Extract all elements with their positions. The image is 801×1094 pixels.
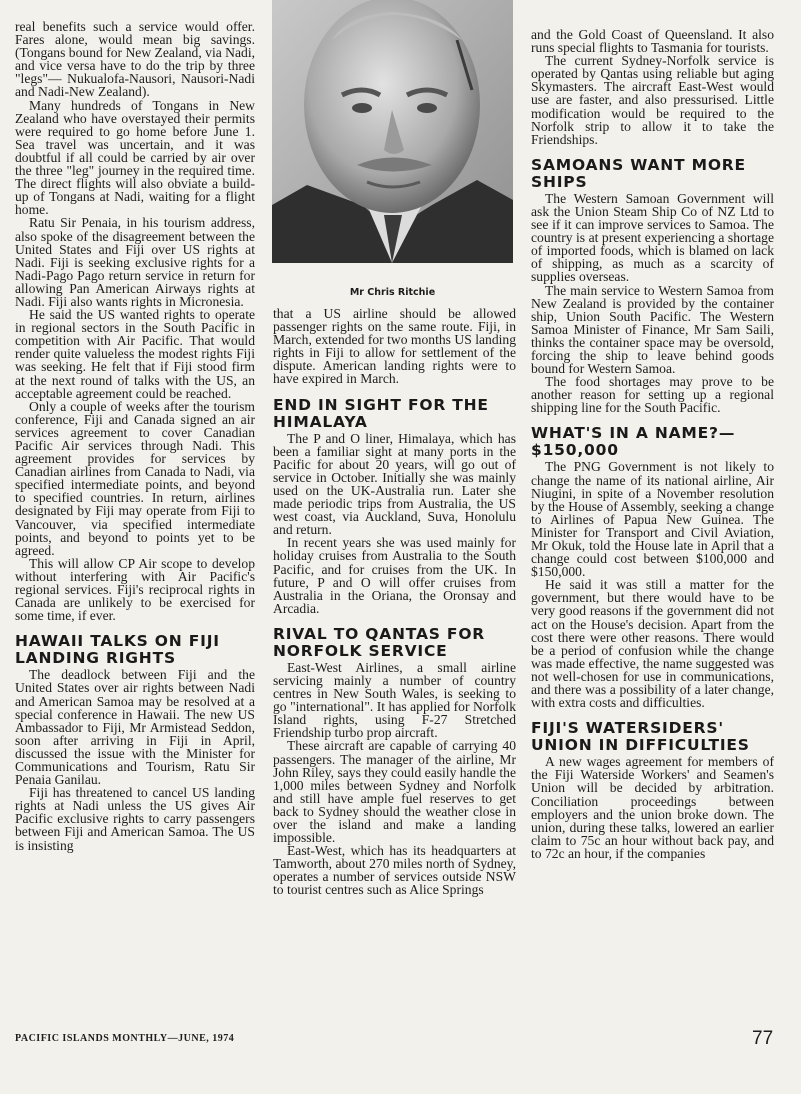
headline-fiji-watersiders: FIJI'S WATERSIDERS' UNION IN DIFFICULTIES xyxy=(531,719,750,755)
paragraph: In recent years she was used mainly for holiday cruises from Australia to the South Pacific, and for cruises from the UK. In future, P and O will offer cruises from Australia in the Oriana, the Oronsay and Arcadia. xyxy=(273,535,516,616)
paragraph: The main service to Western Samoa from New Zealand is provided by the container ship, Union South Pacific. The Western Samoa Minister of Finance, Mr Sam Saili, thinks the container space may be oversold, forcing the ship to leave behind goods bound for Western Samoa. xyxy=(531,282,774,377)
page-number: 77 xyxy=(752,1028,774,1049)
paragraph: A new wages agreement for members of the Fiji Waterside Workers' and Seamen's Union will be decided by arbitration. Conciliation proceedings between employers and the union broke down. The union, during these talks, lowered an earlier claim to 75c an hour without back pay, and to 72c an hour, if the companies xyxy=(531,754,774,861)
paragraph: Ratu Sir Penaia, in his tourism address, also spoke of the disagreement between the United States and Fiji over US rights at Nadi. Fiji is seeking exclusive rights for a Nadi-Pago Pago return service in return for allowing Pan American Airways rights at Nadi. Fiji also wants rights in Micronesia. xyxy=(15,215,255,309)
headline-whats-in-a-name: WHAT'S IN A NAME?—$150,000 xyxy=(531,424,736,460)
article-column-1 xyxy=(15,20,255,852)
paragraph: The food shortages may prove to be another reason for setting up a regional shipping line for the South Pacific. xyxy=(531,374,774,416)
paragraph: This will allow CP Air scope to develop without interfering with Air Pacific's regional services. Fiji's reciprocal rights in Canada are unlikely to be exercised for some time, if ever. xyxy=(15,555,255,624)
footer-masthead: PACIFIC ISLANDS MONTHLY—JUNE, 1974 xyxy=(15,1033,235,1044)
paragraph: and the Gold Coast of Queensland. It also runs special flights to Tasmania for tourists. xyxy=(531,27,774,56)
paragraph: The current Sydney-Norfolk service is operated by Qantas using reliable but aging Skymasters. The aircraft East-West would use are faster, and also pressurised. Little modification would be required to the Norfolk strip to allow it to take the Friendships. xyxy=(531,53,774,147)
headline-samoans-ships: SAMOANS WANT MORE SHIPS xyxy=(531,155,746,191)
paragraph: East-West, which has its headquarters at Tamworth, about 270 miles north of Sydney, operates a number of services outside NSW to tourist centres such as Alice Springs xyxy=(273,843,516,898)
portrait-illustration xyxy=(272,0,513,263)
paragraph: Many hundreds of Tongans in New Zealand who have overstayed their permits were required to go home before June 1. Sea travel was uncertain, and it was doubtful if all could be carried by air over the three "leg" journey in the required time. The direct flights will also obviate a build-up of Tongans at Nadi, waiting for a flight home. xyxy=(15,97,255,218)
headline-himalaya: END IN SIGHT FOR THE HIMALAYA xyxy=(273,395,489,431)
photo-caption: Mr Chris Ritchie xyxy=(349,287,436,298)
headline-rival-to-qantas: RIVAL TO QANTAS FOR NORFOLK SERVICE xyxy=(273,624,486,660)
article-column-3 xyxy=(531,28,774,860)
paragraph: The P and O liner, Himalaya, which has been a familiar sight at many ports in the Pacific for about 20 years, will go out of service in October. Initially she was mainly used on the UK-Australia run. Later she made periodic trips from Australia, the US west coast, via Auckland, Suva, Honolulu and return. xyxy=(273,430,516,538)
paragraph: Fiji has threatened to cancel US landing rights at Nadi unless the US gives Air Pacific exclusive rights to carry passengers between Fiji and American Samoa. The US is insisting xyxy=(15,785,255,853)
paragraph: He said the US wanted rights to operate in regional sectors in the South Pacific in competition with Air Pacific. That would render quite valueless the modest rights Fiji was seeking. He felt that if Fiji stood firm at the next round of talks with the US, an acceptable agreement could be reached. xyxy=(15,307,255,401)
paragraph: real benefits such a service would offer. Fares alone, would mean big savings. (Tongans bound for New Zealand, via Nadi, and vice versa have to do the trip by three "legs"— Nukualofa-Nausori, Nausori-Nadi and Nadi-New Zealand). xyxy=(15,19,255,100)
paragraph: that a US airline should be allowed passenger rights on the same route. Fiji, in March, extended for two months US landing rights in Fiji to allow for settlement of the dispute. American landing rights were to have expired in March. xyxy=(273,306,516,387)
paragraph: The PNG Government is not likely to change the name of its national airline, Air Niugini, in spite of a November resolution by the House of Assembly, seeking a change to Airlines of Papua New Guinea. The Minister for Transport and Civil Aviation, Mr Okuk, told the House late in April that a change could cost between $100,000 and $150,000. xyxy=(531,459,774,580)
portrait-photo xyxy=(272,0,513,263)
paragraph: Only a couple of weeks after the tourism conference, Fiji and Canada signed an air services agreement to cover Canadian Pacific Air services through Nadi. This agreement provides for services by Canadian airlines from Canada to Nadi, via specified intermediate points, and beyond to specified countries. In return, airlines designated by Fiji may operate from Fiji to Vancouver, via specified intermediate points, and beyond to points yet to be agreed. xyxy=(15,398,255,558)
paragraph: The Western Samoan Government will ask the Union Steam Ship Co of NZ Ltd to see if it can improve services to Samoa. The country is at present experiencing a shortage of imported foods, which is blamed on lack of shipping, as much as a scarcity of supplies overseas. xyxy=(531,190,774,285)
paragraph: He said it was still a matter for the government, but there would have to be very good reasons if the government did not act on the House's decision. Apart from the cost there were other reasons. There would be a period of confusion while the change was made effective, the name suggested was not well-chosen for use in communications, and there was a possibility of a later change, with extra costs and difficulties. xyxy=(531,577,774,711)
paragraph: These aircraft are capable of carrying 40 passengers. The manager of the airline, Mr John Riley, says they could easily handle the 1,000 miles between Sydney and Norfolk and still have ample fuel reserves to get back to Sydney should the weather close in over the island and make a landing impossible. xyxy=(273,738,517,846)
article-column-2 xyxy=(273,307,516,897)
paragraph: The deadlock between Fiji and the United States over air rights between Nadi and American Samoa may be resolved at a special conference in Hawaii. The new US Ambassador to Fiji, Mr Armistead Seddon, soon after arriving in Fiji in April, discussed the issue with the Minister for Communications and Tourism, Ratu Sir Penaia Ganilau. xyxy=(15,667,255,788)
paragraph: East-West Airlines, a small airline servicing mainly a number of country centres in New South Wales, is seeking to go "international". It has applied for Norfolk Island rights, using F-27 Stretched Friendship turbo prop aircraft. xyxy=(273,659,516,741)
headline-hawaii-talks: HAWAII TALKS ON FIJI LANDING RIGHTS xyxy=(15,632,220,668)
